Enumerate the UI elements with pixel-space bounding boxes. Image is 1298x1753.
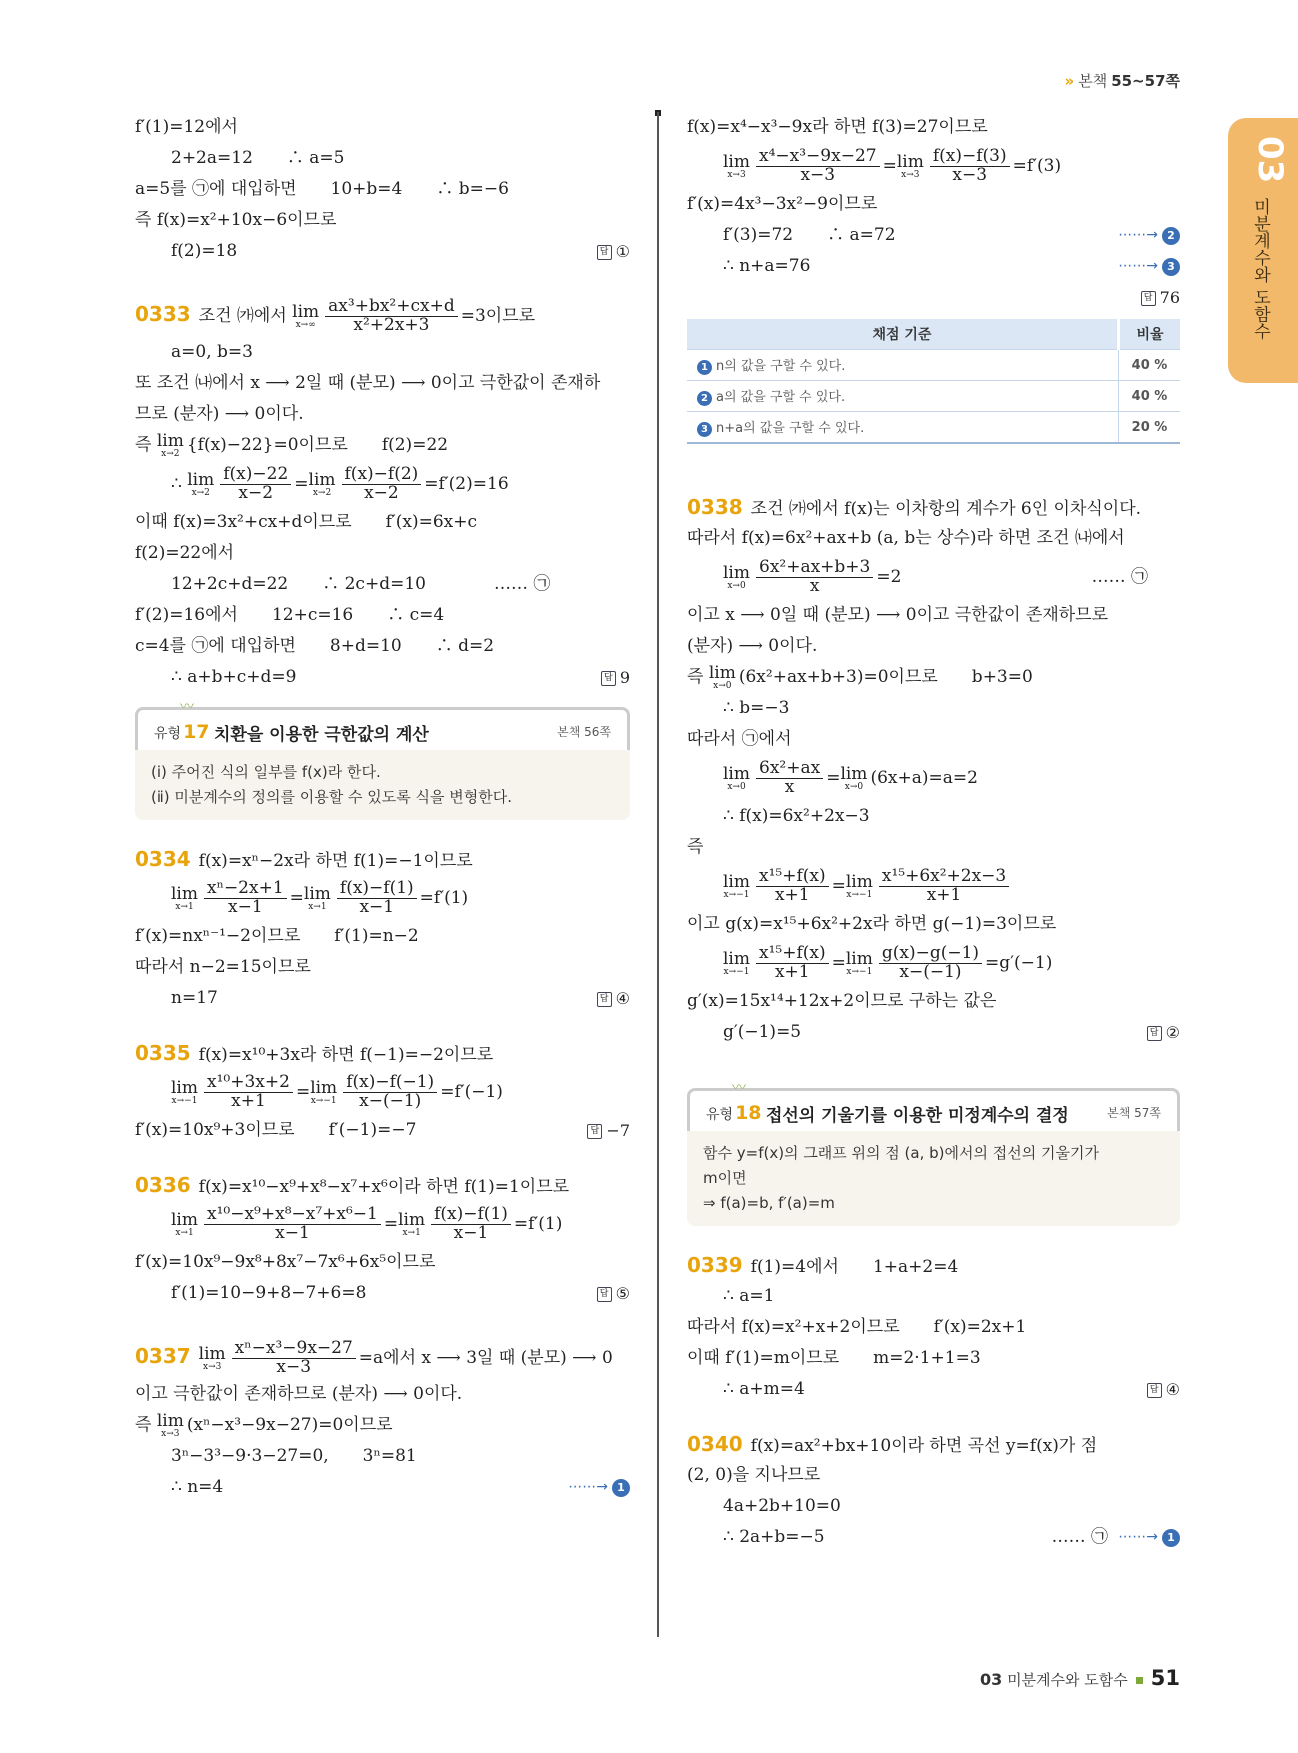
- solution-line: lim x→−1 $\frac{\text{x¹⁵+f(x)}}{x+1}$ =lim x→−1 $\frac{\text{x¹⁵+6x²+2x−3}}{x+1}$: [687, 863, 1180, 909]
- solution-line: 따라서 ㉠에서: [687, 729, 792, 749]
- problem-0336-header: 0336 f(x)=x¹⁰−x⁹+x⁸−x⁷+x⁶이라 하면 f(1)=1이므로: [135, 1173, 570, 1197]
- fraction: $\frac{g(x)-g(-1)}{x-(-1)}$: [879, 945, 982, 982]
- type-17-header: 〰 유형 17 치환을 이용한 극한값의 계산 본책 56쪽: [135, 707, 630, 750]
- table-row: 1 n의 값을 구할 수 있다. 40 %: [687, 350, 1180, 381]
- solution-line: 즉 lim x→3 (xⁿ−x³−9x−27)=0이므로: [135, 1410, 393, 1439]
- fraction: $\frac{\text{xⁿ−2x+1}}{x-1}$: [204, 880, 287, 917]
- solution-line: 따라서 n−2=15이므로: [135, 957, 311, 977]
- solution-line: f′(x)=nxⁿ⁻¹−2이므로 f′(1)=n−2: [135, 926, 419, 946]
- solution-line: ∴ 2a+b=−5 …… ㉠ ⋯⋯→ 1: [687, 1522, 1180, 1553]
- solution-line: 므로 (분자) ⟶ 0이다.: [135, 404, 304, 424]
- answer-icon: 답: [1141, 291, 1156, 306]
- spacer: [135, 1146, 630, 1170]
- problem-0334-header: 0334 f(x)=xⁿ−2x라 하면 f(1)=−1이므로: [135, 847, 473, 871]
- problem-number: 0333: [135, 302, 191, 326]
- solution-line: lim x→0 $\frac{\text{6x²+ax+b+3}}{x}$ =2 …… ㉠: [723, 557, 1148, 596]
- answer-mark: 답 ②: [1147, 1017, 1180, 1048]
- answer-mark: 답 ①: [597, 236, 630, 267]
- fraction: $\frac{f(x)-f(3)}{x-3}$: [930, 148, 1010, 185]
- chapter-tab[interactable]: [1228, 118, 1298, 383]
- fraction: $\frac{\text{x¹⁰−x⁹+x⁸−x⁷+x⁶−1}}{x-1}$: [204, 1206, 381, 1243]
- solution-line: 이고 g(x)=x¹⁵+6x²+2x라 하면 g(−1)=3이므로: [687, 914, 1057, 934]
- step-marker: ⋯⋯→ 2: [1118, 220, 1180, 251]
- fraction: $\frac{\text{x¹⁵+6x²+2x−3}}{x+1}$: [879, 868, 1009, 905]
- answer-mark: 답 ④: [597, 983, 630, 1014]
- limit-symbol: lim x→1: [398, 1209, 426, 1238]
- solution-line: f′(3)=72 ∴ a=72 ⋯⋯→ 2: [687, 220, 1180, 251]
- solution-line: g′(−1)=5 답 ②: [687, 1017, 1180, 1048]
- problem-number: 0337: [135, 1344, 191, 1368]
- solution-line: f′(x)=10x⁹−9x⁸+8x⁷−7x⁶+6x⁵이므로: [135, 1252, 436, 1272]
- table-row: 3 n+a의 값을 구할 수 있다. 20 %: [687, 412, 1180, 444]
- problem-number: 0335: [135, 1041, 191, 1065]
- problem-0335-header: 0335 f(x)=x¹⁰+3x라 하면 f(−1)=−2이므로: [135, 1041, 494, 1065]
- solution-line: (2, 0)을 지나므로: [687, 1465, 821, 1485]
- step-marker: ⋯⋯→ 3: [1118, 251, 1180, 282]
- limit-symbol: lim x→0: [723, 562, 750, 591]
- square-bullet-icon: [1136, 1677, 1143, 1684]
- solution-line: 따라서 f(x)=6x²+ax+b (a, b는 상수)라 하면 조건 ㈏에서: [687, 528, 1125, 548]
- problem-number: 0336: [135, 1173, 191, 1197]
- fraction: $\frac{\text{6x²+ax}}{x}$: [756, 760, 823, 797]
- spacer: [135, 820, 630, 844]
- problem-number: 0339: [687, 1253, 743, 1277]
- fraction: $\frac{f(x)-f(1)}{x-1}$: [337, 880, 417, 917]
- solution-line: 이때 f(x)=3x²+cx+d이므로 f′(x)=6x+c: [135, 512, 478, 532]
- step-marker: ⋯⋯→ 1: [568, 1472, 630, 1503]
- solution-line: (분자) ⟶ 0이다.: [687, 636, 818, 656]
- page-reference: » 본책 55~57쪽: [1064, 72, 1180, 90]
- solution-line: f′(x)=10x⁹+3이므로 f′(−1)=−7 답 −7: [135, 1115, 630, 1146]
- column-divider: [657, 112, 659, 1637]
- solution-line: c=4를 ㉠에 대입하면 8+d=10 ∴ d=2: [135, 636, 495, 656]
- fraction: $\frac{\text{xⁿ−x³−9x−27}}{x-3}$: [232, 1340, 356, 1377]
- answer-mark: 답 9: [601, 662, 630, 693]
- limit-symbol: lim x→1: [303, 883, 331, 912]
- limit-symbol: lim x→2: [187, 469, 215, 498]
- solution-line: f′(1)=12에서: [135, 117, 238, 137]
- spacer: [135, 1309, 630, 1333]
- problem-number: 0338: [687, 495, 743, 519]
- type-title: 치환을 이용한 극한값의 계산: [214, 725, 429, 745]
- fraction: $\frac{\text{x⁴−x³−9x−27}}{x-3}$: [756, 148, 880, 185]
- fraction: $\frac{\text{x¹⁵+f(x)}}{x+1}$: [756, 868, 829, 905]
- limit-symbol: lim x→∞: [292, 301, 320, 330]
- solution-line: ∴ a=1: [723, 1286, 775, 1306]
- answer-icon: 답: [601, 671, 616, 686]
- answer-icon: 답: [587, 1124, 602, 1139]
- solution-line: ∴ b=−3: [723, 698, 790, 718]
- solution-line: ∴ n+a=76 ⋯⋯→ 3: [687, 251, 1180, 282]
- limit-symbol: lim x→0: [840, 763, 868, 792]
- problem-0337-header: 0337 lim x→3 $\frac{\text{xⁿ−x³−9x−27}}{x-3}$ =a에서 x ⟶ 3일 때 (분모) ⟶ 0: [135, 1338, 613, 1377]
- limit-symbol: lim x→−1: [723, 948, 750, 977]
- limit-symbol: lim x→−1: [845, 948, 873, 977]
- solution-line: g′(x)=15x¹⁴+12x+2이므로 구하는 값은: [687, 991, 997, 1011]
- solution-line: ∴ f(x)=6x²+2x−3: [723, 806, 870, 826]
- spacer: [687, 1405, 1180, 1429]
- chapter-title: 미분계수와 도함수: [1250, 198, 1270, 340]
- solution-line: lim x→1 $\frac{\text{xⁿ−2x+1}}{x-1}$ =lim x→1 $\frac{f(x)-f(1)}{x-1}$ =f′(1): [171, 878, 469, 917]
- spacer: [135, 267, 630, 291]
- fraction: $\frac{\text{x¹⁰+3x+2}}{x+1}$: [204, 1074, 293, 1111]
- limit-symbol: lim x→2: [156, 430, 184, 459]
- solution-line: [687, 282, 1180, 313]
- problem-0338-header: 0338 조건 ㈎에서 f(x)는 이차항의 계수가 6인 이차식이다.: [687, 495, 1142, 519]
- solution-line: 4a+2b+10=0: [723, 1496, 841, 1516]
- problem-0340-header: 0340 f(x)=ax²+bx+10이라 하면 곡선 y=f(x)가 점: [687, 1432, 1098, 1456]
- solution-line: f(2)=22에서: [135, 543, 235, 563]
- answer-icon: 답: [597, 245, 612, 260]
- solution-line: lim x→−1 $\frac{\text{x¹⁰+3x+2}}{x+1}$ =lim x→−1 $\frac{f(x)-f(-1)}{x-(-1)}$ =f′(−1): [171, 1072, 503, 1111]
- solution-line: 즉 f(x)=x²+10x−6이므로: [135, 210, 337, 230]
- step-marker: ⋯⋯→ 1: [1118, 1522, 1180, 1553]
- solution-line: ∴ a+b+c+d=9 답 9: [135, 662, 630, 693]
- solution-line: 즉: [687, 837, 704, 857]
- wave-icon: 〰: [180, 699, 194, 715]
- table-row: 2 a의 값을 구할 수 있다. 40 %: [687, 381, 1180, 412]
- answer-mark: 답 ⑤: [597, 1278, 630, 1309]
- type-18-header: 〰 유형 18 접선의 기울기를 이용한 미정계수의 결정 본책 57쪽: [687, 1088, 1180, 1131]
- solution-line: f′(1)=10−9+8−7+6=8 답 ⑤: [135, 1278, 630, 1309]
- limit-symbol: lim x→0: [723, 763, 750, 792]
- problem-number: 0334: [135, 847, 191, 871]
- answer-mark: 답 −7: [587, 1115, 630, 1146]
- limit-symbol: lim x→3: [198, 1343, 226, 1372]
- type-17-body: (ⅰ) 주어진 식의 일부를 f(x)라 한다. (ⅱ) 미분계수의 정의를 이용할 수 있도록 식을 변형한다.: [135, 750, 630, 820]
- solution-line: f(2)=18 답 ①: [135, 236, 630, 267]
- solution-line: lim x→0 $\frac{\text{6x²+ax}}{x}$ =lim x→0 (6x+a)=a=2: [723, 758, 978, 797]
- solution-line: n=17 답 ④: [135, 983, 630, 1014]
- grading-table: [687, 319, 1180, 444]
- solution-line: f(x)=x⁴−x³−9x라 하면 f(3)=27이므로: [687, 117, 988, 137]
- limit-symbol: lim x→3: [896, 151, 924, 180]
- solution-line: lim x→3 $\frac{\text{x⁴−x³−9x−27}}{x-3}$ =lim x→3 $\frac{f(x)-f(3)}{x-3}$ =f′(3): [723, 146, 1062, 185]
- spacer: [135, 1014, 630, 1038]
- answer-mark: 답 ④: [1147, 1374, 1180, 1405]
- solution-line: 즉 lim x→0 (6x²+ax+b+3)=0이므로 b+3=0: [687, 662, 1033, 691]
- solution-line: 이때 f′(1)=m이므로 m=2·1+1=3: [687, 1348, 981, 1368]
- fraction: $\frac{\text{6x²+ax+b+3}}{x}$: [756, 559, 873, 596]
- page-footer: 03 미분계수와 도함수 51: [980, 1666, 1180, 1690]
- type-18-body: 함수 y=f(x)의 그래프 위의 점 (a, b)에서의 접선의 기울기가 m이면 ⇒ f(a)=b, f′(a)=m: [687, 1131, 1180, 1226]
- solution-line: ∴ n=4 ⋯⋯→ 1: [135, 1472, 630, 1503]
- grading-header-criteria: 채점 기준: [687, 319, 1119, 350]
- solution-line: a=0, b=3: [171, 342, 253, 362]
- fraction: $\frac{\text{x¹⁵+f(x)}}{x+1}$: [756, 945, 829, 982]
- solution-line: a=5를 ㉠에 대입하면 10+b=4 ∴ b=−6: [135, 179, 509, 199]
- solution-line: 또 조건 ㈏에서 x ⟶ 2일 때 (분모) ⟶ 0이고 극한값이 존재하: [135, 373, 601, 393]
- limit-symbol: lim x→3: [723, 151, 750, 180]
- fraction: $\frac{\text{ax³+bx²+cx+d}}{\text{x²+2x+3}}$: [325, 298, 458, 335]
- solution-line: 12+2c+d=22 ∴ 2c+d=10 …… ㉠: [171, 574, 551, 594]
- problem-0333-header: 0333 조건 ㈎에서 lim x→∞ $\frac{\text{ax³+bx²+cx+d}}{\text{x²+2x+3}}$ =3이므로: [135, 296, 536, 335]
- spacer: [687, 468, 1180, 492]
- fraction: $\frac{f(x)-f(-1)}{x-(-1)}$: [343, 1074, 437, 1111]
- answer-mark: 답 76: [1141, 282, 1180, 313]
- left-column: [135, 112, 630, 1503]
- problem-number: 0340: [687, 1432, 743, 1456]
- solution-line: 이고 극한값이 존재하므로 (분자) ⟶ 0이다.: [135, 1384, 463, 1404]
- fraction: $\frac{f(x)-22}{x-2}$: [220, 466, 291, 503]
- limit-symbol: lim x→0: [708, 662, 736, 691]
- answer-icon: 답: [1147, 1026, 1162, 1041]
- type-reference: 본책 57쪽: [1107, 1106, 1161, 1120]
- right-column: [687, 112, 1180, 1553]
- spacer: [687, 444, 1180, 468]
- limit-symbol: lim x→−1: [171, 1077, 198, 1106]
- limit-symbol: lim x→1: [171, 883, 198, 912]
- limit-symbol: lim x→3: [156, 1410, 184, 1439]
- spacer: [687, 1226, 1180, 1250]
- solution-line: 2+2a=12 ∴ a=5: [171, 148, 345, 168]
- solution-line: f′(2)=16에서 12+c=16 ∴ c=4: [135, 605, 445, 625]
- solution-line: 따라서 f(x)=x²+x+2이므로 f′(x)=2x+1: [687, 1317, 1027, 1337]
- grading-header-ratio: 비율: [1119, 319, 1181, 350]
- limit-symbol: lim x→1: [171, 1209, 198, 1238]
- type-reference: 본책 56쪽: [557, 725, 611, 739]
- problem-0339-header: 0339 f(1)=4에서 1+a+2=4: [687, 1253, 959, 1277]
- type-title: 접선의 기울기를 이용한 미정계수의 결정: [766, 1106, 1069, 1126]
- solution-line: 이고 x ⟶ 0일 때 (분모) ⟶ 0이고 극한값이 존재하므로: [687, 605, 1109, 625]
- answer-icon: 답: [1147, 1383, 1162, 1398]
- page-number: 51: [1150, 1666, 1180, 1690]
- solution-line: ∴ a+m=4 답 ④: [687, 1374, 1180, 1405]
- wave-icon: 〰: [732, 1080, 746, 1096]
- solution-line: lim x→1 $\frac{\text{x¹⁰−x⁹+x⁸−x⁷+x⁶−1}}{x-1}$ =lim x→1 $\frac{f(x)-f(1)}{x-1}$ =f′(1): [171, 1204, 563, 1243]
- limit-symbol: lim x→2: [308, 469, 336, 498]
- limit-symbol: lim x→−1: [310, 1077, 338, 1106]
- solution-line: 즉 lim x→2 {f(x)−22}=0이므로 f(2)=22: [135, 430, 449, 459]
- answer-icon: 답: [597, 1287, 612, 1302]
- answer-icon: 답: [597, 992, 612, 1007]
- double-chevron-icon: »: [1064, 72, 1075, 90]
- solution-line: 3ⁿ−3³−9·3−27=0, 3ⁿ=81: [171, 1446, 417, 1466]
- fraction: $\frac{f(x)-f(2)}{x-2}$: [342, 466, 422, 503]
- chapter-number: 03: [1250, 136, 1290, 184]
- solution-line: lim x→−1 $\frac{\text{x¹⁵+f(x)}}{x+1}$ =lim x→−1 $\frac{g(x)-g(-1)}{x-(-1)}$ =g′(−1): [723, 943, 1053, 982]
- limit-symbol: lim x→−1: [845, 871, 873, 900]
- solution-line: ∴ lim x→2 $\frac{f(x)-22}{x-2}$ =lim x→2 $\frac{f(x)-f(2)}{x-2}$ =f′(2)=16: [171, 464, 509, 503]
- fraction: $\frac{f(x)-f(1)}{x-1}$: [431, 1206, 511, 1243]
- limit-symbol: lim x→−1: [723, 871, 750, 900]
- solution-line: f′(x)=4x³−3x²−9이므로: [687, 194, 878, 214]
